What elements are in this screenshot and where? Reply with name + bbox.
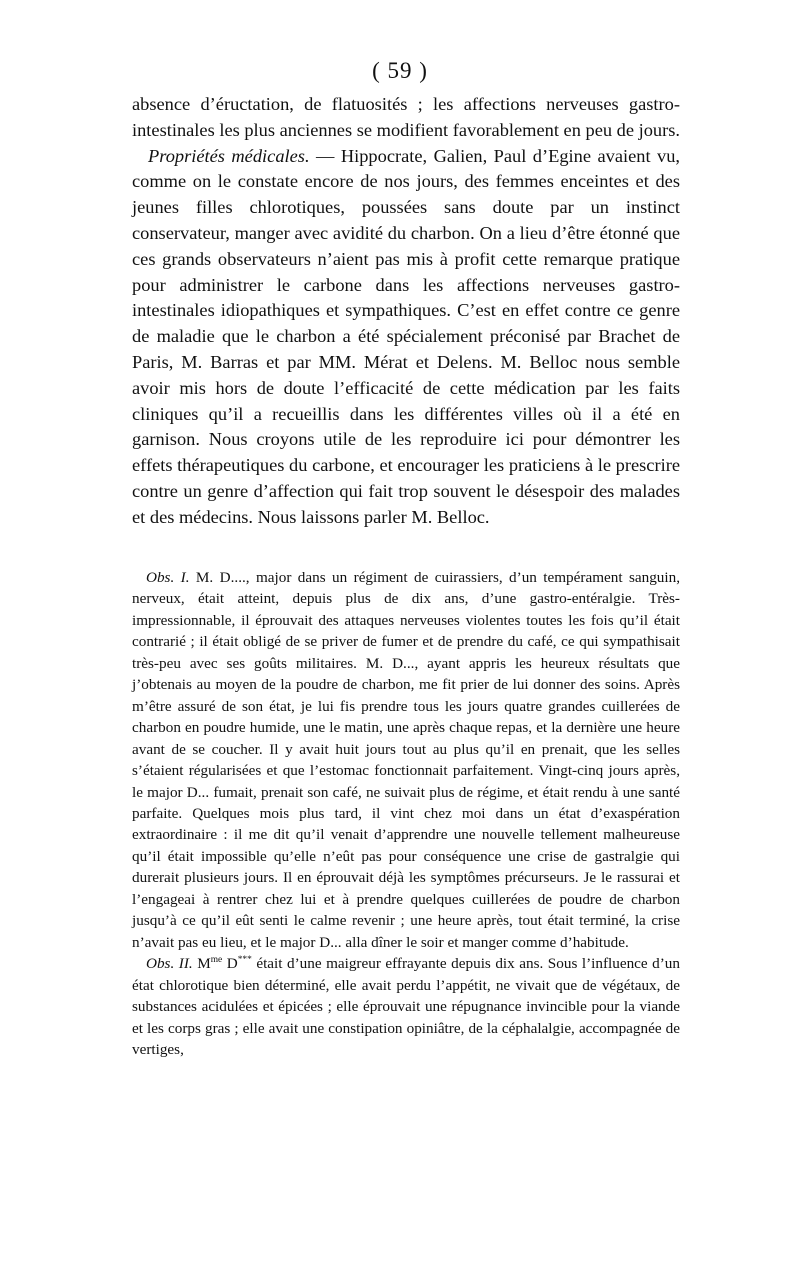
observations (132, 567, 680, 1060)
observation-2 (132, 953, 680, 1060)
obs2-name-b: D (222, 955, 238, 973)
obs2-name-a: M (192, 955, 211, 973)
main-text (132, 92, 680, 531)
obs2-text: était d’une maigreur effrayante depuis dix ans. Sous l’influence d’un état chlorotique bien déterminé, elle avait perdu l’appétit, ne vivait que de végétaux, de substances acidulées et épicées ; elle éprouvait une répugnance invincible pour la viande et les corps gras ; elle avait une constipation opiniâtre, de la céphalalgie, accompagnée de vertiges, (132, 955, 680, 1058)
obs1-text: M. D...., major dans un régiment de cuirassiers, d’un tempérament sanguin, nerveux, était atteint, depuis plus de dix ans, d’une gastro-entéralgie. Très-impressionnable, il éprouvait des attaques nerveuses violentes toutes les fois qu’il était contrarié ; il était obligé de se priver de fumer et de prendre du café, ce qui sympathisait très-peu avec ses goûts militaires. M. D..., ayant appris les heureux résultats que j’obtenais au moyen de la poudre de charbon, me fit prier de lui donner des soins. Après m’être assuré de son état, je lui fis prendre tous les jours quatre grandes cuillerées de charbon en poudre humide, une le matin, une après chaque repas, et la dernière une heure avant de se coucher. Il y avait huit jours tout au plus qu’il en prenait, que les selles s’étaient régularisées et que l’estomac fonctionnait parfaitement. Vingt-cinq jours après, le major D... fumait, prenait son café, ne suivait plus de régime, et était rendu à une santé parfaite. Quelques mois plus tard, il vint chez moi dans un état d’exaspération extraordinaire : il me dit qu’il venait d’apprendre une nouvelle tellement malheureuse qu’il était impossible qu’elle n’eût pas pour conséquence une crise de gastralgie qui durerait plusieurs jours. Il en éprouvait déjà les symptômes précurseurs. Je le rassurai et l’engageai à rentrer chez lui et à prendre quelques cuillerées de poudre de charbon jusqu’à ce qu’il eût senti le calme revenir ; une heure après, tout était terminé, la crise n’avait pas eu lieu, et le major D... alla dîner le soir et manger comme d’habitude. (132, 569, 681, 951)
obs2-name-sup: me (210, 955, 223, 966)
intro-paragraph: absence d’éructation, de flatuosités ; les affections nerveuses gastro-intestinales les plus anciennes se modifient favorablement en peu de jours. (132, 94, 680, 140)
properties-paragraph (132, 144, 680, 531)
obs2-name-sup2: *** (237, 955, 252, 966)
observation-1 (132, 567, 680, 953)
section-text: — Hippocrate, Galien, Paul d’Egine avaient vu, comme on le constate encore de nos jours, des femmes enceintes et des jeunes filles chlorotiques, poussées sans doute par un instinct conservateur, manger avec avidité du charbon. On a lieu d’être étonné que ces grands observateurs n’aient pas mis à profit cette remarque pratique pour administrer le carbone dans les affections nerveuses gastro-intestinales idiopathiques et sympathiques. C’est en effet contre ce genre de maladie que le charbon a été spécialement préconisé par Brachet de Paris, M. Barras et par MM. Mérat et Delens. M. Belloc nous semble avoir mis hors de doute l’efficacité de cette médication par les faits cliniques qu’il a recueillis dans les différentes villes où il a été en garnison. Nous croyons utile de les reproduire ici pour démontrer les effets thérapeutiques du carbone, et encourager les praticiens à le prescrire contre un genre d’affection qui fait trop souvent le désespoir des malades et des médecins. Nous laissons parler M. Belloc. (132, 145, 680, 527)
obs2-label: Obs. II. (146, 955, 193, 973)
section-heading: Propriétés médicales. (148, 145, 310, 166)
obs1-label: Obs. I. (146, 569, 190, 586)
page-number: ( 59 ) (372, 58, 428, 83)
